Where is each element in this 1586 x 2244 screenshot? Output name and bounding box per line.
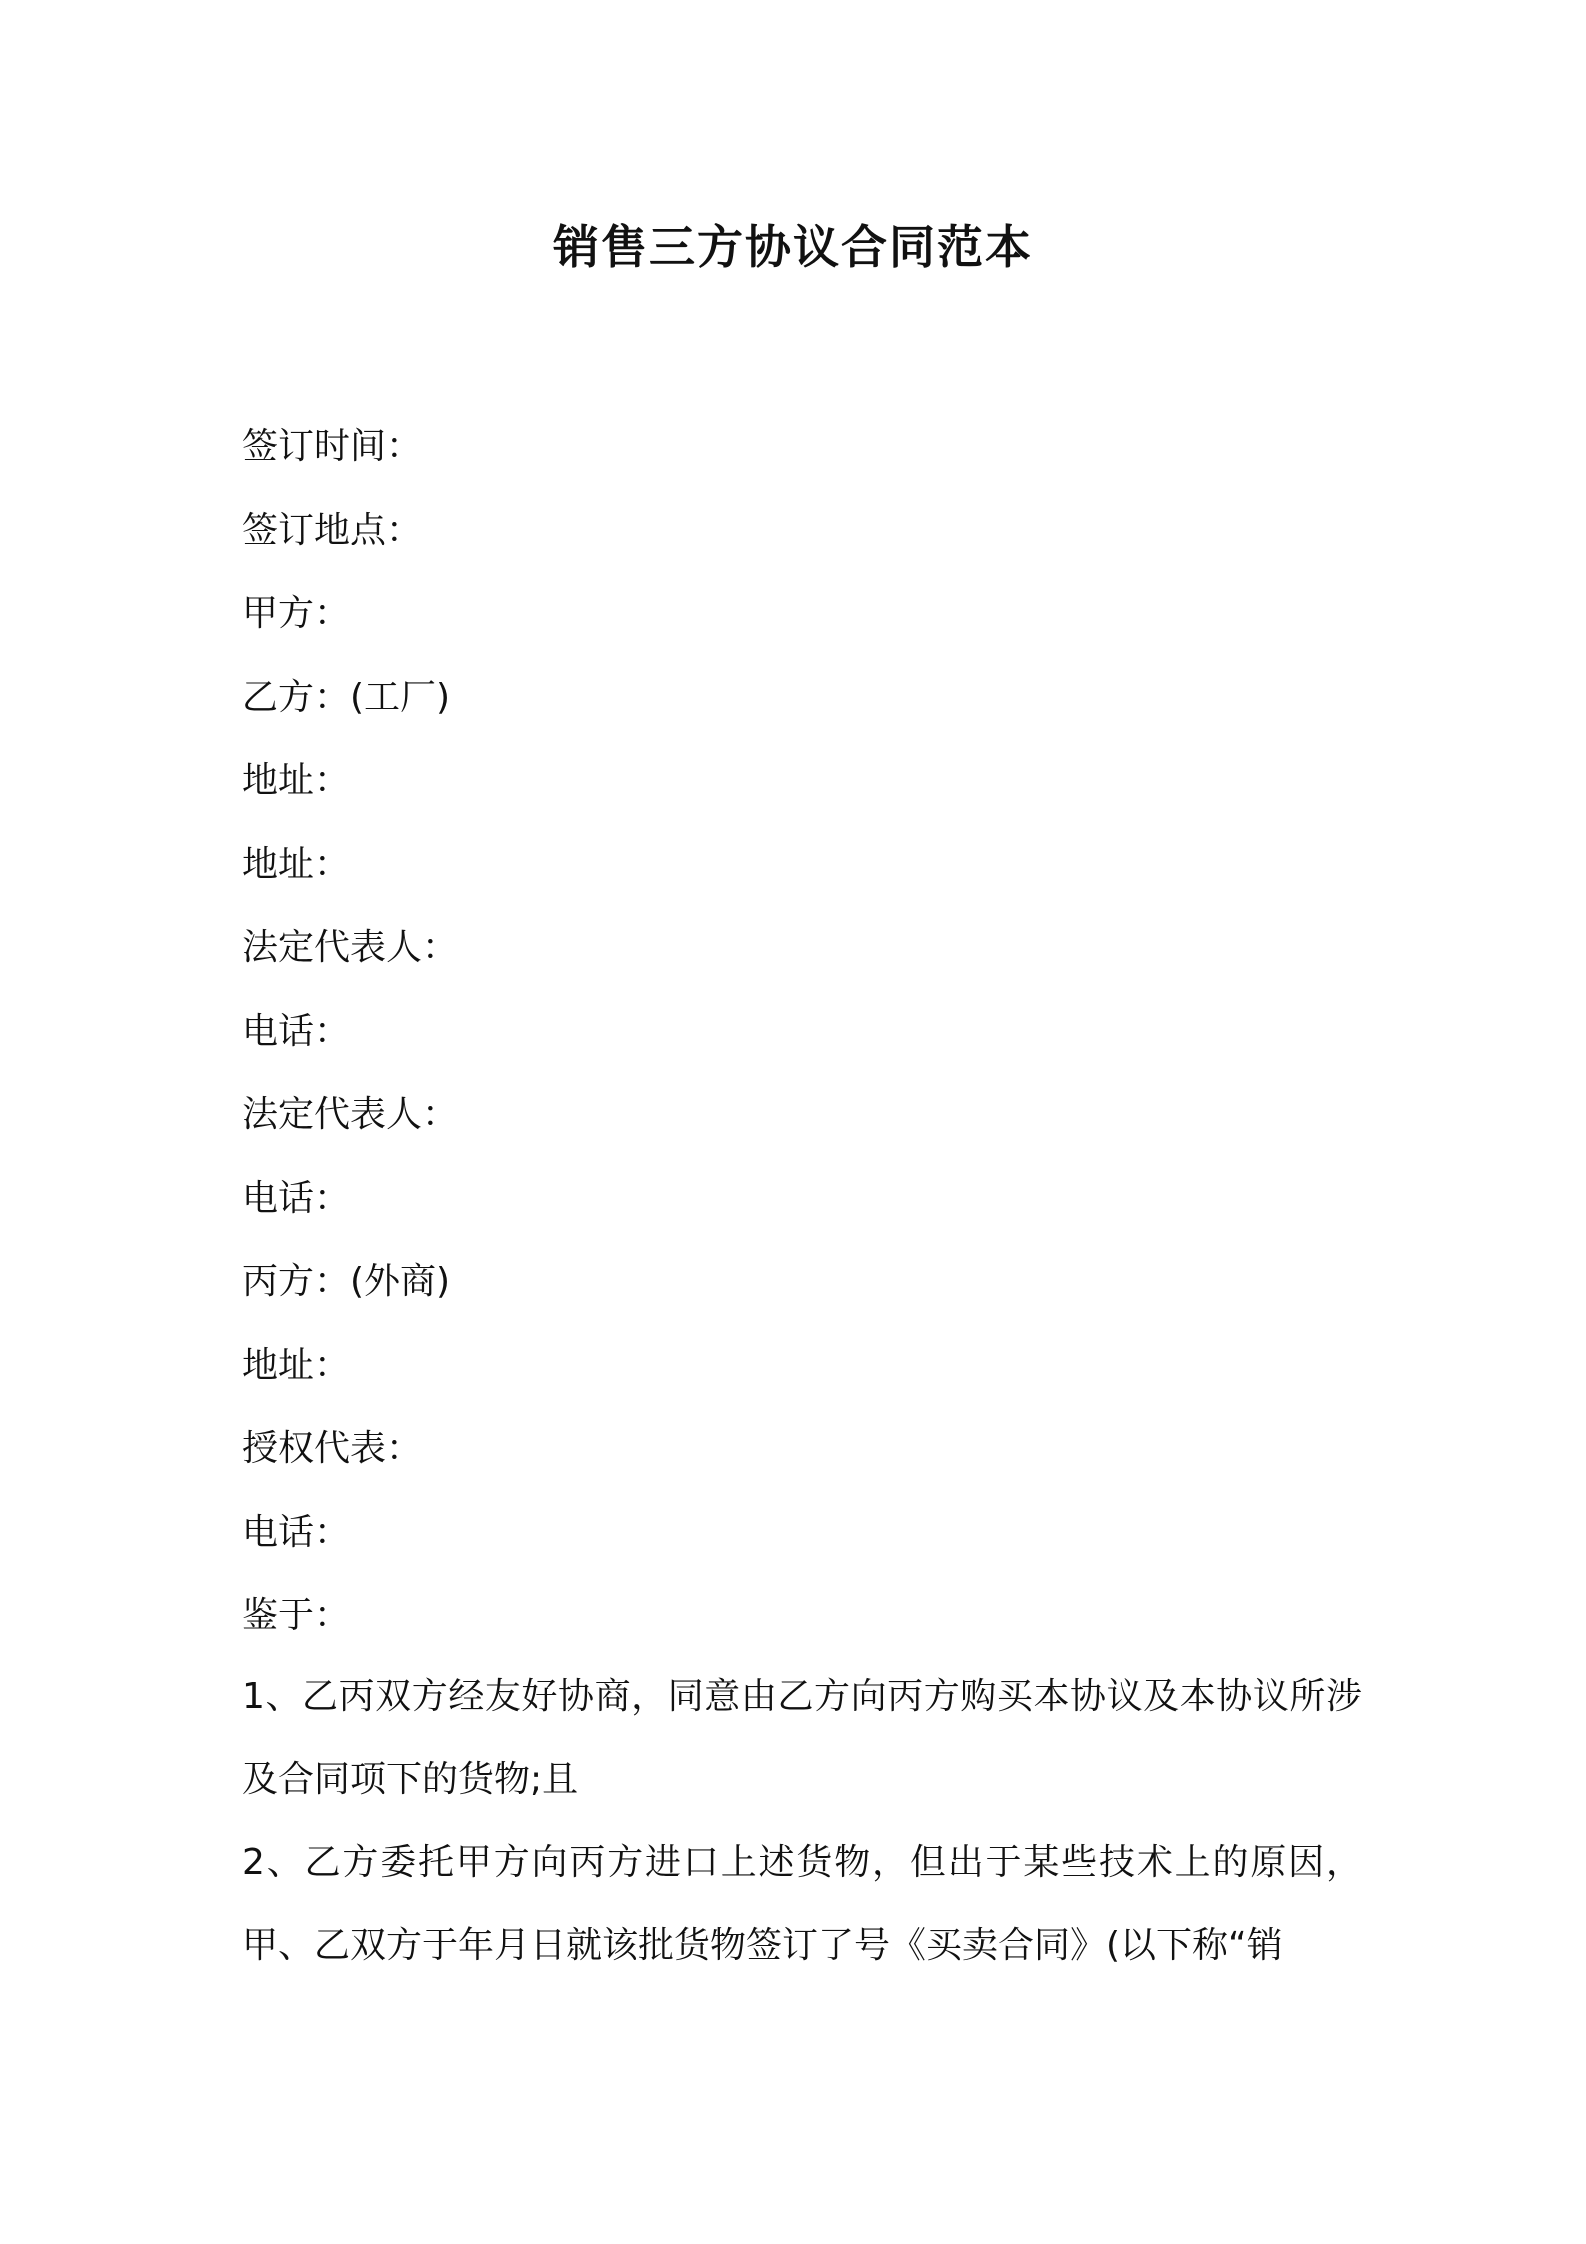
field-phone-3: 电话： (242, 1511, 351, 1553)
field-phone-2: 电话： (242, 1177, 351, 1219)
document-title: 销售三方协议合同范本 (553, 220, 1033, 274)
clause-2: 2、乙方委托甲方向丙方进口上述货物，但出于某些技术上的原因，甲、乙双方于年月日就该批货物签订了号《买卖合同》(以下称“销 (242, 1842, 1362, 1966)
field-whereas: 鉴于： (242, 1595, 351, 1636)
field-party-b: 乙方：(工厂) (242, 676, 451, 718)
field-phone-1: 电话： (242, 1010, 351, 1052)
field-signing-place: 签订地点： (242, 509, 423, 551)
whereas-clauses (242, 1655, 1362, 1987)
field-legal-rep-2: 法定代表人： (242, 1094, 459, 1135)
field-party-a: 甲方： (242, 593, 351, 634)
field-party-c: 丙方：(外商) (242, 1261, 451, 1302)
clause-1: 1、乙丙双方经友好协商，同意由乙方向丙方购买本协议及本协议所涉及合同项下的货物;且 (242, 1676, 1362, 1800)
field-address-1: 地址： (242, 760, 351, 801)
field-address-2: 地址： (242, 843, 351, 885)
field-legal-rep-1: 法定代表人： (242, 927, 459, 968)
field-address-3: 地址： (242, 1344, 351, 1386)
field-signing-time: 签订时间： (242, 426, 423, 467)
contract-fields (242, 405, 1362, 1658)
field-authorized-rep: 授权代表： (242, 1428, 423, 1469)
